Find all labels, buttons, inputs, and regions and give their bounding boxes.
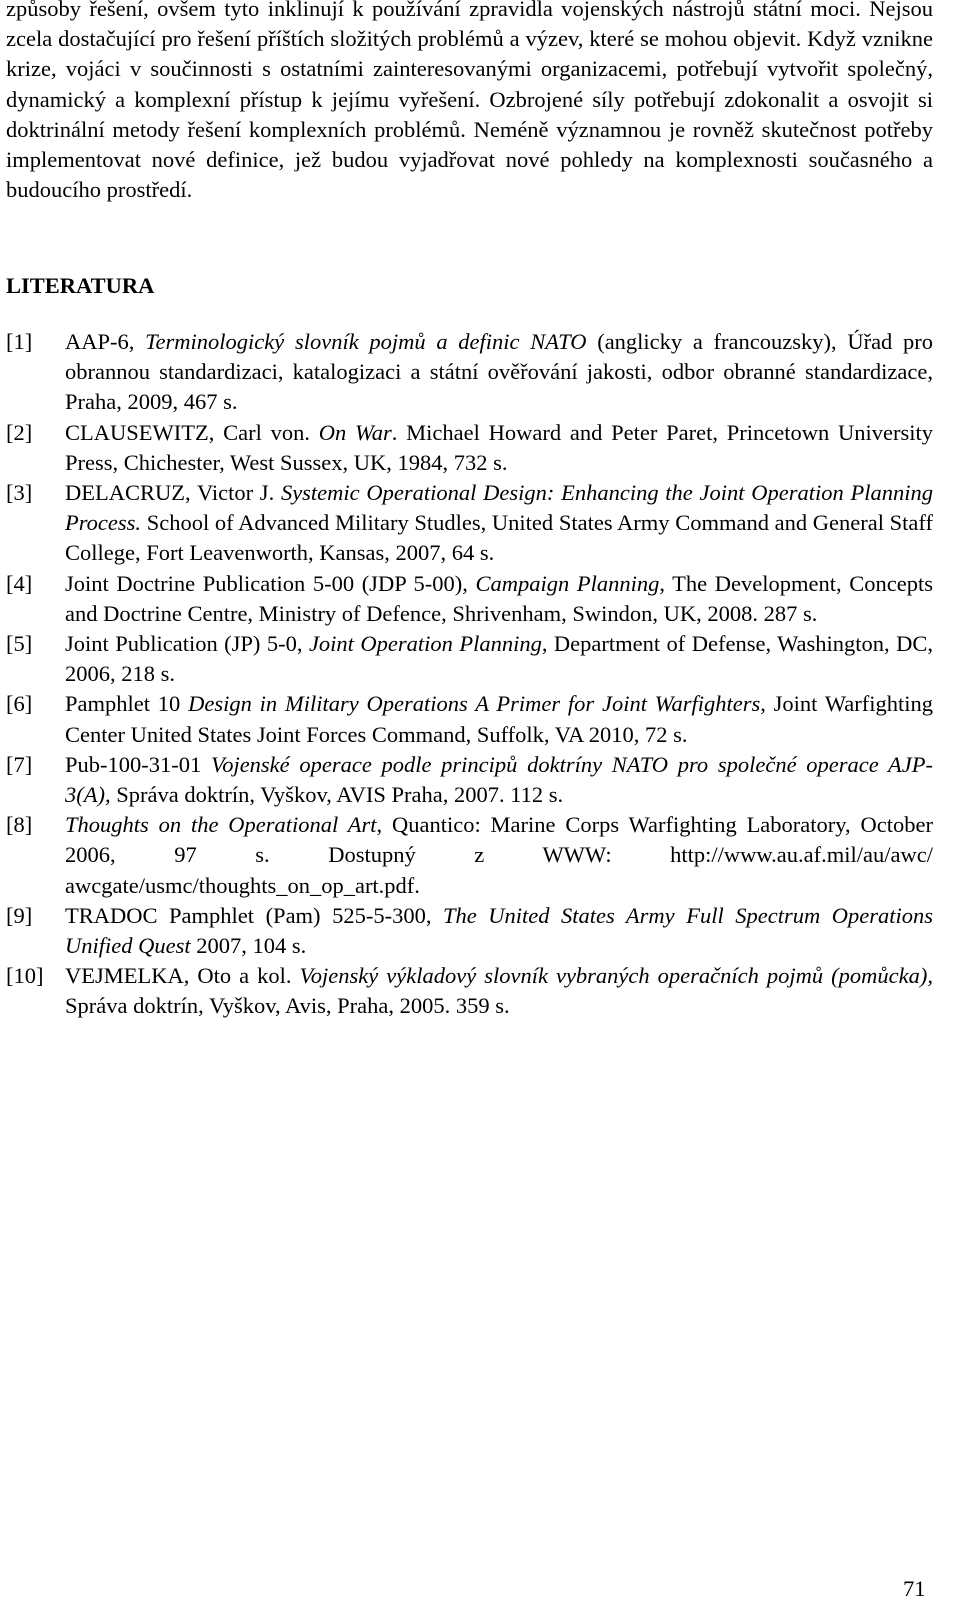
reference-number: [2] bbox=[6, 419, 33, 445]
intro-paragraph: způsoby řešení, ovšem tyto inklinují k používání zpravidla vojenských nástrojů státní moci. Nejsou zcela dostačující pro řešení příštích složitých problémů a výzev, které se mohou objevit. Když vznikne krize, vojáci v součinnosti s ostatními zainteresovanými organizacemi, potřebují vytvořit společný, dynamický a komplexní přístup k jejímu vyřešení. Ozbrojené síly potřebují zdokonalit a osvojit si doktrinální metody řešení komplexních problémů. Neméně významnou je rovněž skutečnost potřeby implementovat nové definice, jež budou vyjadřovat nové pohledy na komplexnosti současného a budoucího prostředí. bbox=[6, 0, 933, 203]
reference-suffix: School of Advanced Military Studles, United States Army Command and General Staff College, Fort Leavenworth, Kansas, 2007, 64 s. bbox=[65, 510, 933, 566]
reference-item-2 bbox=[6, 418, 933, 478]
reference-number: [9] bbox=[6, 902, 33, 928]
reference-number: [1] bbox=[6, 329, 33, 354]
reference-prefix: CLAUSEWITZ, Carl von. bbox=[65, 419, 319, 445]
reference-number: [3] bbox=[6, 480, 33, 506]
reference-item-1 bbox=[6, 327, 933, 418]
reference-item-8 bbox=[6, 810, 933, 901]
reference-suffix: 2007, 104 s. bbox=[190, 933, 307, 959]
reference-prefix: TRADOC Pamphlet (Pam) 525-5-300, bbox=[65, 902, 443, 928]
reference-suffix: , Joint Warfighting Center United States Joint Forces Command, Suffolk, VA 2010, 72 s. bbox=[65, 691, 933, 747]
section-heading-literatura: LITERATURA bbox=[6, 273, 155, 298]
reference-number: [8] bbox=[6, 812, 33, 838]
reference-title: Vojenské operace podle principů doktríny NATO pro společné operace AJP-3(A), bbox=[65, 751, 933, 808]
reference-item-7 bbox=[6, 750, 933, 810]
reference-title: Systemic Operational Design: Enhancing the Joint Operation Planning Process. bbox=[65, 480, 933, 536]
reference-item-4 bbox=[6, 569, 933, 629]
reference-list bbox=[6, 327, 933, 1022]
reference-prefix: Pamphlet 10 bbox=[65, 691, 189, 717]
reference-prefix: DELACRUZ, Victor J. bbox=[65, 480, 281, 506]
page-number: 71 bbox=[903, 1576, 926, 1601]
reference-title: Design in Military Operations A Primer for Joint Warfighters bbox=[188, 691, 761, 717]
reference-item-10 bbox=[6, 961, 933, 1021]
reference-prefix: VEJMELKA, Oto a kol. bbox=[65, 963, 300, 989]
reference-text bbox=[65, 961, 933, 1021]
reference-number: [6] bbox=[6, 691, 33, 717]
reference-item-3 bbox=[6, 478, 933, 569]
reference-title: On War bbox=[318, 419, 392, 445]
reference-item-6 bbox=[6, 689, 933, 749]
reference-title: Vojenský výkladový slovník vybraných operačních pojmů (pomůcka), bbox=[299, 963, 933, 989]
reference-text bbox=[65, 569, 933, 629]
reference-text bbox=[65, 418, 933, 478]
reference-prefix: Joint Doctrine Publication 5-00 (JDP 5-00), bbox=[65, 570, 476, 596]
reference-text bbox=[65, 629, 933, 689]
reference-suffix: , The Development, Concepts and Doctrine Centre, Ministry of Defence, Shrivenham, Swindon, UK, 2008. 287 s. bbox=[65, 570, 933, 626]
reference-suffix: , Quantico: Marine Corps Warfighting Laboratory, October 2006, 97 s. Dostupný z WWW: http://www.au.af.mil/au/awc/ awcgate/usmc/thoughts_on_op_art.pdf. bbox=[65, 812, 933, 898]
reference-title: Thoughts on the Operational Art bbox=[65, 812, 377, 838]
reference-text bbox=[65, 901, 933, 961]
reference-suffix: Správa doktrín, Vyškov, AVIS Praha, 2007. 112 s. bbox=[110, 782, 564, 808]
reference-suffix: Správa doktrín, Vyškov, Avis, Praha, 2005. 359 s. bbox=[65, 993, 510, 1019]
reference-item-5 bbox=[6, 629, 933, 689]
reference-text bbox=[65, 810, 933, 901]
reference-number: [5] bbox=[6, 631, 33, 657]
reference-suffix: (anglicky a francouzsky), Úřad pro obrannou standardizaci, katalogizaci a státní ověřování jakosti, odbor obranné standardizace, Praha, 2009, 467 s. bbox=[65, 329, 934, 415]
reference-title: Campaign Planning bbox=[475, 570, 660, 596]
reference-prefix: AAP-6, bbox=[65, 329, 146, 354]
reference-text bbox=[65, 689, 933, 749]
reference-text bbox=[65, 327, 933, 418]
reference-number: [10] bbox=[6, 963, 44, 989]
reference-title: Joint Operation Planning bbox=[308, 631, 542, 657]
reference-prefix: Pub-100-31-01 bbox=[65, 751, 211, 777]
reference-number: [7] bbox=[6, 751, 33, 777]
reference-number: [4] bbox=[6, 570, 33, 596]
reference-text bbox=[65, 478, 933, 569]
reference-suffix: . Michael Howard and Peter Paret, Princetown University Press, Chichester, West Sussex, UK, 1984, 732 s. bbox=[65, 419, 933, 475]
reference-title: The United States Army Full Spectrum Operations Unified Quest bbox=[65, 902, 934, 959]
reference-text bbox=[65, 750, 933, 810]
reference-item-9 bbox=[6, 901, 933, 961]
reference-prefix: Joint Publication (JP) 5-0, bbox=[65, 631, 309, 657]
reference-suffix: , Department of Defense, Washington, DC, 2006, 218 s. bbox=[65, 631, 934, 687]
reference-title: Terminologický slovník pojmů a definic NATO bbox=[145, 329, 587, 354]
